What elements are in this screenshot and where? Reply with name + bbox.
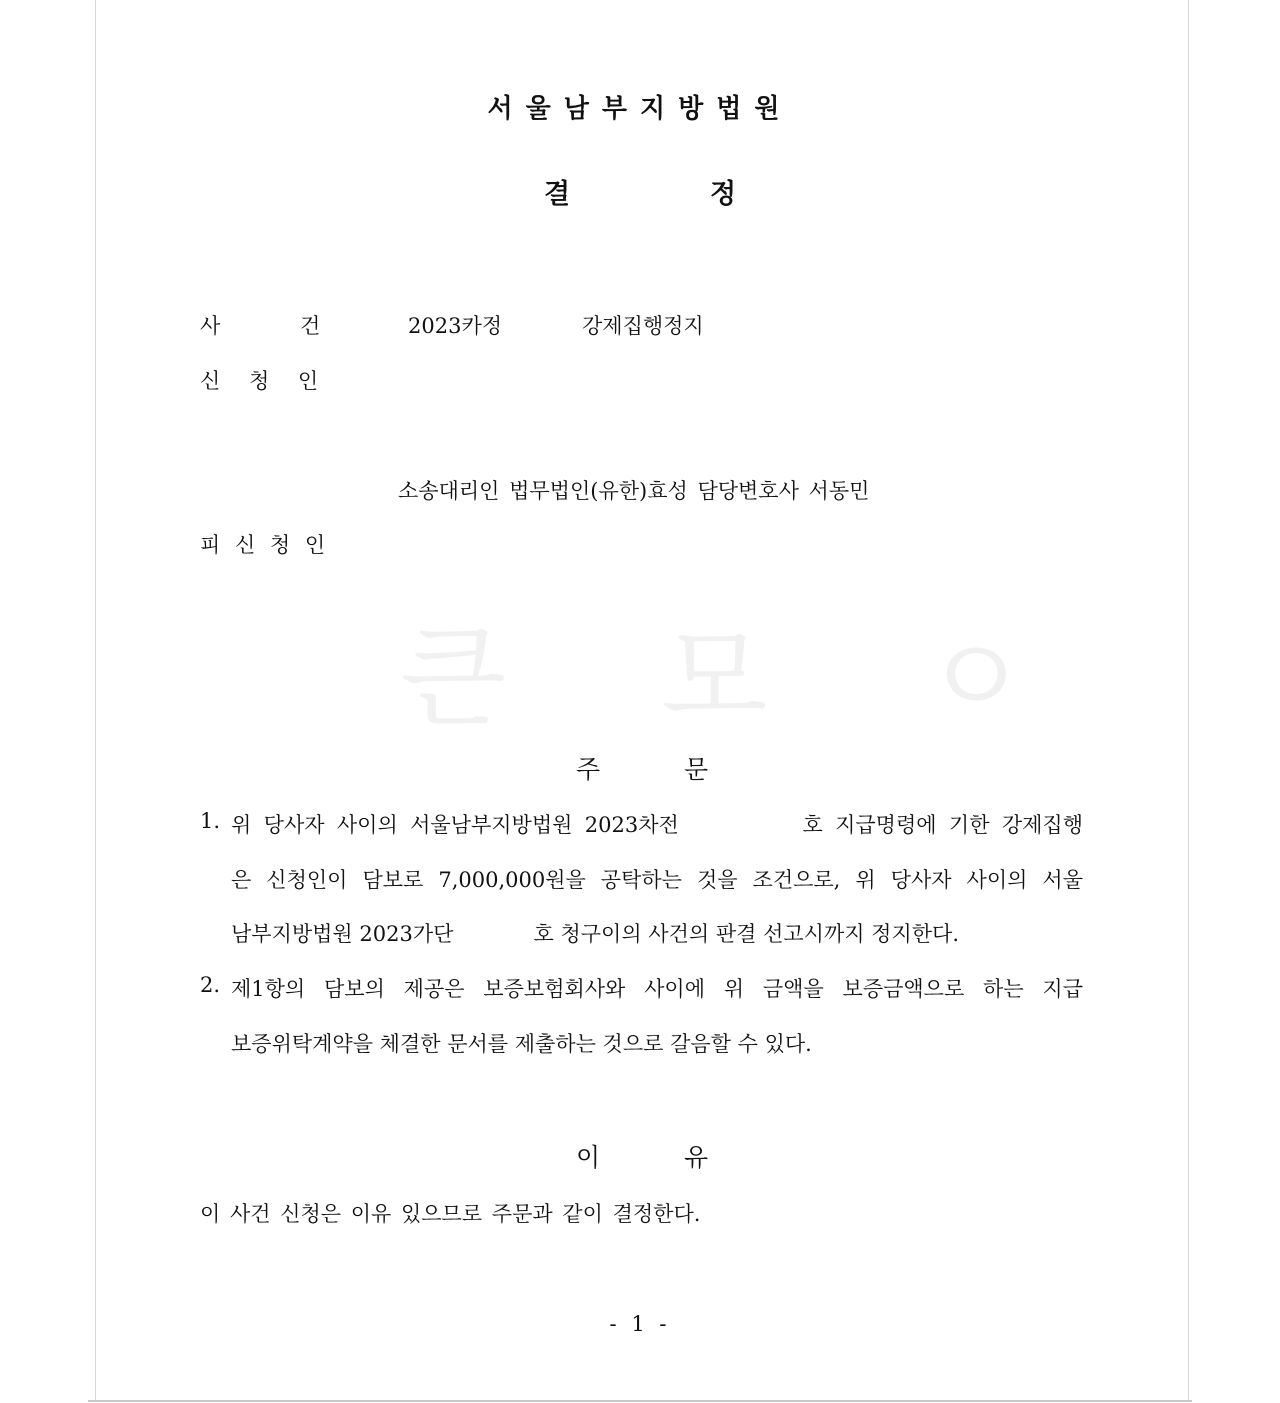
document-title-left: 결 — [544, 179, 571, 210]
order-heading-right: 문 — [684, 755, 709, 784]
case-label-left: 사 — [200, 314, 221, 338]
page-bottom-edge — [88, 1400, 1192, 1402]
order-item-1-line-1: 위 당사자 사이의 서울남부지방법원 2023차전 호 지급명령에 기한 강제집행 — [231, 813, 1083, 837]
document-title-right: 정 — [710, 179, 737, 210]
reason-text: 이 사건 신청은 이유 있으므로 주문과 같이 결정한다. — [200, 1202, 701, 1226]
page-number: - 1 - — [609, 1312, 671, 1336]
respondent-label: 피 신 청 인 — [200, 533, 330, 557]
watermark: 큰 모 ㅇ — [400, 614, 1089, 742]
order-item-2-number: 2. — [200, 973, 221, 997]
case-number: 2023카정 — [408, 314, 503, 338]
case-label-right: 건 — [300, 314, 321, 338]
order-item-1-line-3: 남부지방법원 2023가단 호 청구이의 사건의 판결 선고시까지 정지한다. — [231, 922, 959, 946]
court-name: 서울남부지방법원 — [487, 94, 793, 124]
order-heading-left: 주 — [576, 755, 601, 784]
reason-heading-left: 이 — [576, 1143, 601, 1172]
order-item-1-number: 1. — [200, 809, 221, 833]
applicant-agent: 소송대리인 법무법인(유한)효성 담당변호사 서동민 — [398, 479, 870, 503]
applicant-label: 신 청 인 — [200, 369, 330, 393]
order-item-2-line-2: 보증위탁계약을 체결한 문서를 제출하는 것으로 갈음할 수 있다. — [231, 1032, 812, 1056]
order-item-1-line-2: 은 신청인이 담보로 7,000,000원을 공탁하는 것을 조건으로, 위 당사자 사이의 서울 — [231, 868, 1083, 892]
reason-heading-right: 유 — [684, 1143, 709, 1172]
order-item-2-line-1: 제1항의 담보의 제공은 보증보험회사와 사이에 위 금액을 보증금액으로 하는 지급 — [231, 977, 1083, 1001]
case-name: 강제집행정지 — [582, 314, 704, 338]
